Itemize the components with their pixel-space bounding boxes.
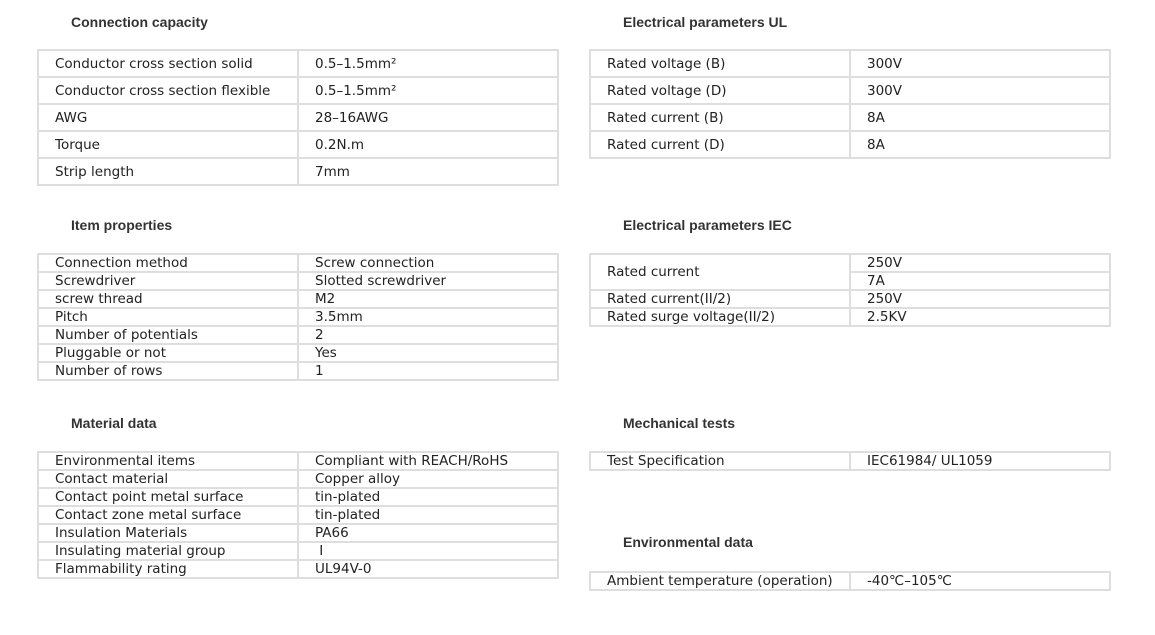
row-label: Number of rows bbox=[38, 362, 298, 380]
table-row bbox=[590, 131, 1110, 158]
table-row bbox=[38, 158, 558, 185]
table-row bbox=[590, 77, 1110, 104]
mechanical-tests-title: Mechanical tests bbox=[623, 415, 736, 431]
table-row bbox=[38, 104, 558, 131]
electrical-ul-table bbox=[589, 49, 1111, 159]
row-value: 3.5mm bbox=[298, 308, 558, 326]
environmental-data-title: Environmental data bbox=[623, 534, 753, 550]
row-label: Test Specification bbox=[590, 452, 850, 470]
table-row bbox=[38, 560, 558, 578]
material-data-title: Material data bbox=[71, 415, 157, 431]
row-label: Conductor cross section solid bbox=[38, 50, 298, 77]
row-value: Yes bbox=[298, 344, 558, 362]
table-row bbox=[590, 104, 1110, 131]
row-label: Connection method bbox=[38, 254, 298, 272]
row-label: Torque bbox=[38, 131, 298, 158]
table-row bbox=[38, 77, 558, 104]
row-label: Insulation Materials bbox=[38, 524, 298, 542]
row-label: Number of potentials bbox=[38, 326, 298, 344]
row-label: Rated current (B) bbox=[590, 104, 850, 131]
row-label: screw thread bbox=[38, 290, 298, 308]
row-value: 8A bbox=[850, 131, 1110, 158]
row-value: 28–16AWG bbox=[298, 104, 558, 131]
row-label: Rated current (D) bbox=[590, 131, 850, 158]
row-label: Rated voltage (D) bbox=[590, 77, 850, 104]
row-value: 2.5KV bbox=[850, 308, 1110, 326]
connection-capacity-table bbox=[37, 49, 559, 186]
row-label: Insulating material group bbox=[38, 542, 298, 560]
table-row bbox=[38, 308, 558, 326]
row-value: 2 bbox=[298, 326, 558, 344]
environmental-data-table bbox=[589, 571, 1111, 591]
table-row bbox=[38, 254, 558, 272]
row-value: -40℃–105℃ bbox=[850, 572, 1110, 590]
row-value: UL94V-0 bbox=[298, 560, 558, 578]
table-row bbox=[590, 452, 1110, 470]
row-label: Rated current bbox=[590, 254, 850, 290]
row-label: Pluggable or not bbox=[38, 344, 298, 362]
table-row bbox=[38, 470, 558, 488]
material-data-table bbox=[37, 451, 559, 579]
row-label: Rated current(II/2) bbox=[590, 290, 850, 308]
row-value: 250V bbox=[850, 290, 1110, 308]
table-row bbox=[38, 344, 558, 362]
table-row bbox=[38, 272, 558, 290]
mechanical-tests-table bbox=[589, 451, 1111, 471]
row-value: M2 bbox=[298, 290, 558, 308]
electrical-iec-table bbox=[589, 253, 1111, 327]
connection-capacity-title: Connection capacity bbox=[71, 14, 208, 30]
table-row bbox=[590, 290, 1110, 308]
row-value: PA66 bbox=[298, 524, 558, 542]
row-label: Rated surge voltage(II/2) bbox=[590, 308, 850, 326]
row-value: 0.5–1.5mm² bbox=[298, 50, 558, 77]
row-label: Flammability rating bbox=[38, 560, 298, 578]
row-label: Contact point metal surface bbox=[38, 488, 298, 506]
row-label: Strip length bbox=[38, 158, 298, 185]
table-row bbox=[38, 542, 558, 560]
row-value: tin-plated bbox=[298, 488, 558, 506]
row-label: Conductor cross section flexible bbox=[38, 77, 298, 104]
table-row bbox=[38, 362, 558, 380]
table-row bbox=[38, 506, 558, 524]
table-row bbox=[590, 308, 1110, 326]
row-value: tin-plated bbox=[298, 506, 558, 524]
table-row bbox=[38, 290, 558, 308]
row-label: AWG bbox=[38, 104, 298, 131]
table-row bbox=[38, 50, 558, 77]
row-label: Contact material bbox=[38, 470, 298, 488]
table-row bbox=[590, 254, 1110, 272]
row-value: 250V bbox=[850, 254, 1110, 272]
table-row bbox=[38, 131, 558, 158]
table-row bbox=[590, 572, 1110, 590]
row-value: 7A bbox=[850, 272, 1110, 290]
row-value: Compliant with REACH/RoHS bbox=[298, 452, 558, 470]
table-row bbox=[38, 524, 558, 542]
row-value: 1 bbox=[298, 362, 558, 380]
row-label: Pitch bbox=[38, 308, 298, 326]
table-row bbox=[590, 50, 1110, 77]
row-value: 300V bbox=[850, 50, 1110, 77]
item-properties-table bbox=[37, 253, 559, 381]
row-label: Rated voltage (B) bbox=[590, 50, 850, 77]
row-label: Contact zone metal surface bbox=[38, 506, 298, 524]
row-value: IEC61984/ UL1059 bbox=[850, 452, 1110, 470]
row-label: Screwdriver bbox=[38, 272, 298, 290]
table-row bbox=[38, 488, 558, 506]
row-value: 7mm bbox=[298, 158, 558, 185]
row-value: 8A bbox=[850, 104, 1110, 131]
row-label: Environmental items bbox=[38, 452, 298, 470]
table-row bbox=[38, 326, 558, 344]
row-value: Ⅰ bbox=[298, 542, 558, 560]
row-value: Slotted screwdriver bbox=[298, 272, 558, 290]
row-value: Screw connection bbox=[298, 254, 558, 272]
row-value: 300V bbox=[850, 77, 1110, 104]
item-properties-title: Item properties bbox=[71, 217, 173, 233]
electrical-iec-title: Electrical parameters IEC bbox=[623, 217, 792, 233]
row-value: 0.5–1.5mm² bbox=[298, 77, 558, 104]
table-row bbox=[38, 452, 558, 470]
row-label: Ambient temperature (operation) bbox=[590, 572, 850, 590]
row-value: 0.2N.m bbox=[298, 131, 558, 158]
row-value: Copper alloy bbox=[298, 470, 558, 488]
electrical-ul-title: Electrical parameters UL bbox=[623, 14, 788, 30]
